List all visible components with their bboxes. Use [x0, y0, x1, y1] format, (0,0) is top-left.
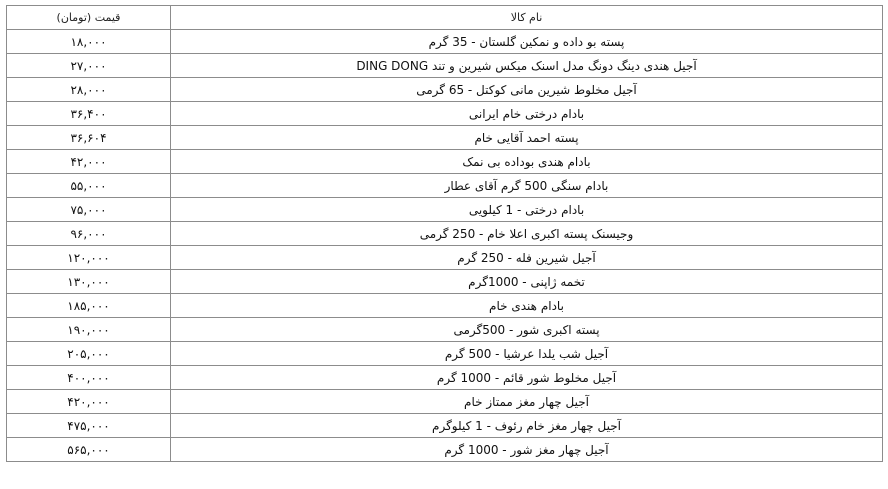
price-cell: ۲۸,۰۰۰ [7, 78, 171, 102]
product-name-cell: پسته احمد آقایی خام [171, 126, 883, 150]
price-cell: ۳۶,۶۰۴ [7, 126, 171, 150]
product-name-cell: بادام هندی خام [171, 294, 883, 318]
price-list-table [6, 5, 883, 462]
table-row [7, 78, 883, 102]
price-cell: ۳۶,۴۰۰ [7, 102, 171, 126]
table-row [7, 54, 883, 78]
price-cell: ۹۶,۰۰۰ [7, 222, 171, 246]
product-name-cell: بادام هندی بوداده بی نمک [171, 150, 883, 174]
price-cell: ۵۶۵,۰۰۰ [7, 438, 171, 462]
table-row [7, 30, 883, 54]
table-row [7, 150, 883, 174]
price-cell: ۲۷,۰۰۰ [7, 54, 171, 78]
price-cell: ۱۲۰,۰۰۰ [7, 246, 171, 270]
table-row [7, 198, 883, 222]
price-cell: ۵۵,۰۰۰ [7, 174, 171, 198]
table-header-row [7, 6, 883, 30]
price-cell: ۴۷۵,۰۰۰ [7, 414, 171, 438]
table-row [7, 126, 883, 150]
table-row [7, 390, 883, 414]
price-cell: ۴۰۰,۰۰۰ [7, 366, 171, 390]
table-row [7, 222, 883, 246]
table-body [7, 30, 883, 462]
product-name-cell: آجیل شب یلدا عرشیا - 500 گرم [171, 342, 883, 366]
header-price: قیمت (تومان) [7, 6, 171, 30]
price-cell: ۱۹۰,۰۰۰ [7, 318, 171, 342]
table-row [7, 318, 883, 342]
price-cell: ۴۲۰,۰۰۰ [7, 390, 171, 414]
table-row [7, 366, 883, 390]
table-row [7, 294, 883, 318]
price-cell: ۱۸۵,۰۰۰ [7, 294, 171, 318]
price-cell: ۷۵,۰۰۰ [7, 198, 171, 222]
product-name-cell: تخمه ژاپنی - 1000گرم [171, 270, 883, 294]
price-cell: ۲۰۵,۰۰۰ [7, 342, 171, 366]
product-name-cell: آجیل هندی دینگ دونگ مدل اسنک میکس شیرین و تند DING DONG [171, 54, 883, 78]
product-name-cell: پسته اکبری شور - 500گرمی [171, 318, 883, 342]
table-row [7, 102, 883, 126]
price-cell: ۴۲,۰۰۰ [7, 150, 171, 174]
table-row [7, 438, 883, 462]
product-name-cell: وجیسنک پسته اکبری اعلا خام - 250 گرمی [171, 222, 883, 246]
table-row [7, 414, 883, 438]
product-name-cell: آجیل چهار مغز ممتاز خام [171, 390, 883, 414]
product-name-cell: آجیل چهار مغز شور - 1000 گرم [171, 438, 883, 462]
product-name-cell: بادام درختی خام ایرانی [171, 102, 883, 126]
header-product-name: نام کالا [171, 6, 883, 30]
price-cell: ۱۳۰,۰۰۰ [7, 270, 171, 294]
product-name-cell: آجیل مخلوط شور قائم - 1000 گرم [171, 366, 883, 390]
product-name-cell: پسته بو داده و نمکین گلستان - 35 گرم [171, 30, 883, 54]
product-name-cell: آجیل چهار مغز خام رئوف - 1 کیلوگرم [171, 414, 883, 438]
product-name-cell: آجیل مخلوط شیرین مانی کوکتل - 65 گرمی [171, 78, 883, 102]
product-name-cell: بادام درختی - 1 کیلویی [171, 198, 883, 222]
table-row [7, 174, 883, 198]
product-name-cell: بادام سنگی 500 گرم آقای عطار [171, 174, 883, 198]
table-row [7, 342, 883, 366]
price-cell: ۱۸,۰۰۰ [7, 30, 171, 54]
table-row [7, 270, 883, 294]
table-row [7, 246, 883, 270]
product-name-cell: آجیل شیرین فله - 250 گرم [171, 246, 883, 270]
